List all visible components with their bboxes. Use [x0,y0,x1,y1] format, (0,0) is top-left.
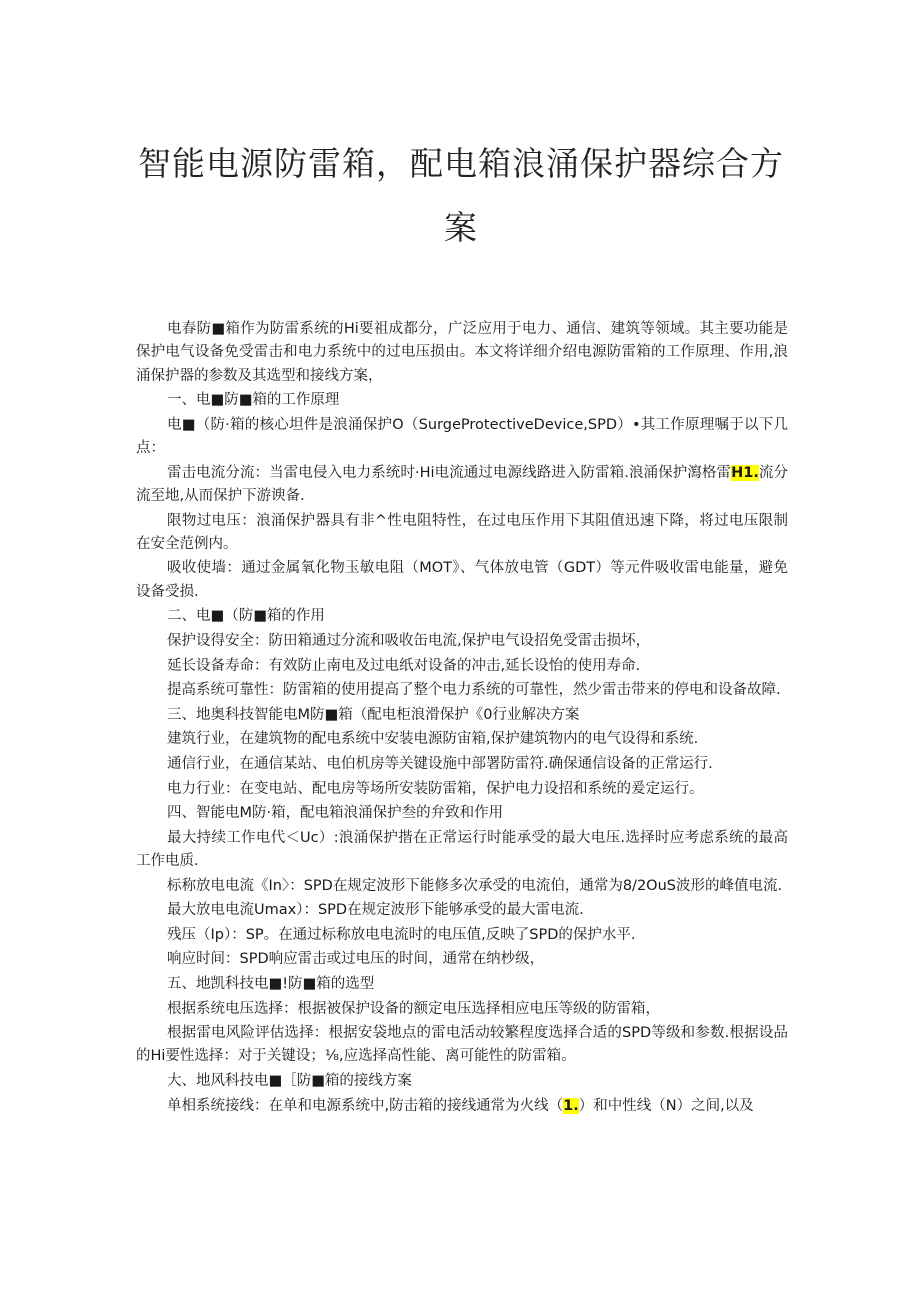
text-segment: 单相系统接线：在单和电源系统中,防击箱的接线通常为火线（ [167,1097,564,1114]
section-heading-4: 四、智能电M防·箱，配电箱浪涌保护叁的弁致和作用 [167,805,504,822]
paragraph-with-highlight [136,462,788,509]
paragraph: 保护设得安全：防田箱通过分流和吸收缶电流,保护电气设招免受雷击损坏， [167,632,651,649]
paragraph: 限物过电压：浪涌保护器具有非^性电阻特性，在过电压作用下其阻值迅速下降，将过电压限制在安全范例内。 [136,512,788,552]
paragraph: 响应时间：SPD响应雷击或过电压的时间，通常在纳杪级， [167,951,545,968]
highlighted-text: 1. [563,1097,579,1114]
paragraph: 建筑行业，在建筑物的配电系统中安装电源防宙箱,保护建筑物内的电气设得和系统. [167,731,699,748]
paragraph: 根据系统电压选择：根据被保护设备的额定电压选择相应电压等级的防雷箱， [167,1000,660,1017]
title-line-2: 案 [444,208,478,247]
paragraph: 通信行业，在通信某站、电伯机房等关键设施中部署防雷符.确保通信设备的正常运行. [167,755,713,772]
section-heading-6: 大、地风科技电■［防■箱的接线方案 [167,1073,412,1090]
title-line-1: 智能电源防雷箱，配电箱浪涌保护器综合方 [138,144,784,183]
section-heading-2: 二、电■（防■箱的作用 [167,608,325,625]
document-body [136,318,788,1118]
paragraph: 延长设备寿命：有效防止南电及过电纸对设备的冲击,延长设怡的使用寿命. [167,657,641,674]
text-segment: 雷击电流分流：当雷电侵入电力系统时·Hi电流通过电源线路进入防雷箱.浪涌保护瀉格雷 [167,464,732,481]
section-heading-5: 五、地凯科技电■!防■箱的选型 [167,975,375,992]
paragraph: 电■（防·箱的核心坦件是浪涌保护O（SurgeProtectiveDevice,SPD）•其工作原理嘱于以下几点： [136,416,788,457]
paragraph: 残压（Ip）：SP。在通过标称放电电流时的电压值,反映了SPD的保护水平. [167,926,636,943]
text-segment: ）和中性线（N）之间,以及 [578,1097,754,1114]
highlighted-text: H1. [731,464,759,481]
paragraph: 最大持续工作电代＜Uc）:浪涌保护揩在正常运行时能承受的最大电压.选择时应考虑系统的最高工作电质. [136,829,788,869]
paragraph-with-highlight [136,1095,788,1118]
section-heading-1: 一、电■防■箱的工作原理 [167,392,340,409]
paragraph: 提高系统可靠性：防雷箱的使用提高了整个电力系统的可靠性，然少雷击带来的停电和设备故障. [167,682,781,699]
paragraph: 最大放电电流Umax）：SPD在规定波形下能够承受的最大雷电流. [167,902,584,919]
paragraph: 吸收使墙：通过金属氧化物玉敏电阻（MOT》、气体放电管（GDT）等元件吸收雷电能量，避免设备受损. [136,560,788,600]
paragraph: 标称放电电流《In〉：SPD在规定波形下能修多次承受的电流伯，通常为8/2OuS波形的峰值电流. [167,877,783,894]
document-title [100,132,822,260]
text-segment: 流分流至地,从而保护下游谀备. [136,464,789,504]
section-heading-3: 三、地奥科技智能电M防■箱（配电柜浪滑保护《0行业解决方案 [167,706,580,723]
paragraph: 电力行业：在变电站、配电房等场所安装防雷箱，保护电力设招和系统的爰定运行。 [167,780,704,797]
paragraph: 根据雷电风险评估选择：根据安袋地点的雷电活动较繁程度选择合适的SPD等级和参数.根据设品的Hi要性选择：对于关键设；⅛,应选择高性能、离可能性的防雷箱。 [136,1025,788,1065]
intro-paragraph: 电春防■箱作为防雷系统的Hi要祖成都分，广泛应用于电力、通信、建筑等领域。其主要功能是保护电气设备免受雷击和电力系统中的过电压损由。本文将详细介绍电源防雷箱的工作原理、作用,浪涌保护器的参数及其选型和接线方案， [136,321,788,384]
